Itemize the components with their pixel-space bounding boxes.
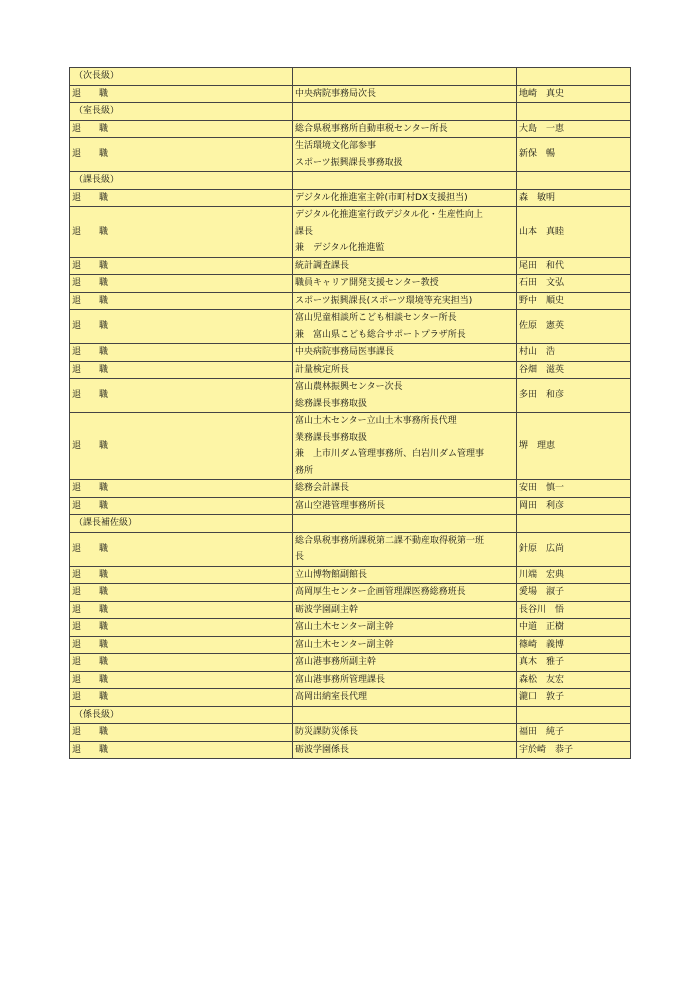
post-line: 富山農林振興センター次長 [295,382,403,392]
empty-cell [293,103,517,121]
post-cell [293,480,517,498]
empty-cell [293,68,517,86]
name-cell: 佐原 憲英 [517,310,631,344]
table-row [70,413,631,480]
table-row [70,275,631,293]
action-cell: 退 職 [70,361,293,379]
empty-cell [517,706,631,724]
post-line: デジタル化推進室主幹(市町村DX支援担当) [295,192,468,203]
action-cell: 退 職 [70,344,293,362]
post-line: 統計調査課長 [295,260,350,271]
table-row [70,584,631,602]
empty-cell [517,515,631,533]
post-cell [293,584,517,602]
action-cell: 退 職 [70,138,293,172]
post-line: 生活環境文化部参事 [295,141,377,151]
post-line: 長 [295,552,305,562]
action-cell: 退 職 [70,654,293,672]
post-line: 兼 富山県こども総合サポートプラザ所長 [295,329,466,340]
post-cell [293,741,517,759]
table-row [70,480,631,498]
action-cell: 退 職 [70,566,293,584]
section-header-row [70,172,631,190]
table-row [70,532,631,566]
empty-cell [517,103,631,121]
name-cell: 新保 暢 [517,138,631,172]
action-cell: 退 職 [70,310,293,344]
section-label: （係長級） [70,706,293,724]
post-cell [293,189,517,207]
action-cell: 退 職 [70,120,293,138]
table-row [70,189,631,207]
name-cell: 山本 真睦 [517,207,631,258]
table-row [70,344,631,362]
table-row [70,636,631,654]
table-row [70,257,631,275]
action-cell: 退 職 [70,207,293,258]
post-cell [293,292,517,310]
table-row [70,361,631,379]
empty-cell [293,706,517,724]
post-line: 兼 デジタル化推進監 [295,243,385,253]
post-line: 富山土木センター副主幹 [295,622,394,632]
name-cell: 川端 宏典 [517,566,631,584]
post-line: 中央病院事務局次長 [295,88,377,99]
post-line: 富山児童相談所こども相談センター所長 [295,313,457,323]
empty-cell [293,515,517,533]
name-cell: 野中 順史 [517,292,631,310]
name-cell: 中道 正樹 [517,619,631,637]
table-row [70,601,631,619]
section-label: （課長補佐級） [70,515,293,533]
section-label: （次長級） [70,68,293,86]
post-line: 総務課長事務取扱 [295,398,368,409]
name-cell: 長谷川 悟 [517,601,631,619]
name-cell: 真木 雅子 [517,654,631,672]
section-label: （室長級） [70,103,293,121]
post-line: 富山港事務所管理課長 [295,674,386,685]
name-cell: 岡田 利彦 [517,497,631,515]
post-line: 高岡厚生センター企画管理課医務総務班長 [295,587,466,597]
section-label: （課長級） [70,172,293,190]
post-cell [293,724,517,742]
post-line: 総務会計課長 [295,483,350,493]
table-row [70,120,631,138]
post-cell [293,689,517,707]
post-line: 業務課長事務取扱 [295,432,368,443]
post-cell [293,344,517,362]
name-cell: 安田 慎一 [517,480,631,498]
post-line: 防災課防災係長 [295,727,359,737]
name-cell: 森 敏明 [517,189,631,207]
post-cell [293,619,517,637]
post-line: 富山港事務所副主幹 [295,657,377,667]
name-cell: 谷畑 滋英 [517,361,631,379]
section-header-row [70,68,631,86]
table-row [70,724,631,742]
empty-cell [517,172,631,190]
post-line: デジタル化推進室行政デジタル化・生産性向上 [295,210,483,220]
post-cell [293,497,517,515]
post-line: 中央病院事務局医事課長 [295,347,395,357]
action-cell: 退 職 [70,497,293,515]
post-cell [293,310,517,344]
action-cell: 退 職 [70,257,293,275]
table-row [70,85,631,103]
post-cell [293,413,517,480]
post-line: 立山博物館副館長 [295,569,368,580]
post-line: 課長 [295,226,314,237]
name-cell: 瀧口 敦子 [517,689,631,707]
action-cell: 退 職 [70,85,293,103]
action-cell: 退 職 [70,724,293,742]
post-cell [293,671,517,689]
table-row [70,689,631,707]
post-cell [293,138,517,172]
action-cell: 退 職 [70,480,293,498]
post-cell [293,566,517,584]
table-row [70,566,631,584]
post-line: 総合県税事務所課税第二課不動産取得税第一班 [295,535,485,546]
post-cell [293,120,517,138]
post-line: 富山土木センター立山土木事務所長代理 [295,416,457,426]
name-cell: 堺 理恵 [517,413,631,480]
section-header-row [70,706,631,724]
post-cell [293,257,517,275]
table-row [70,138,631,172]
name-cell: 篠崎 義博 [517,636,631,654]
post-line: 兼 上市川ダム管理事務所、白岩川ダム管理事 [295,449,485,459]
action-cell: 退 職 [70,601,293,619]
post-cell [293,275,517,293]
table-row [70,207,631,258]
name-cell: 石田 文弘 [517,275,631,293]
post-line: 砺波学園副主幹 [295,604,359,615]
post-cell [293,532,517,566]
post-line: 砺波学園係長 [295,744,350,755]
personnel-table [69,67,631,759]
post-cell [293,361,517,379]
post-line: 総合県税事務所自動車税センター所長 [295,123,448,134]
post-line: 計量検定所長 [295,364,350,375]
action-cell: 退 職 [70,413,293,480]
table-row [70,671,631,689]
table-row [70,619,631,637]
name-cell: 村山 浩 [517,344,631,362]
name-cell: 大島 一恵 [517,120,631,138]
post-line: 富山土木センター副主幹 [295,639,394,650]
post-cell [293,85,517,103]
section-header-row [70,103,631,121]
table-row [70,379,631,413]
post-line: 務所 [295,465,314,476]
post-cell [293,207,517,258]
action-cell: 退 職 [70,671,293,689]
post-line: 職員キャリア開発支援センター教授 [295,278,439,288]
table-row [70,292,631,310]
empty-cell [293,172,517,190]
post-line: スポーツ振興課長事務取扱 [295,157,403,168]
name-cell: 多田 和彦 [517,379,631,413]
action-cell: 退 職 [70,275,293,293]
action-cell: 退 職 [70,379,293,413]
name-cell: 愛場 淑子 [517,584,631,602]
post-line: 高岡出納室長代理 [295,692,368,702]
action-cell: 退 職 [70,292,293,310]
post-line: スポーツ振興課長(スポーツ環境等充実担当) [295,295,473,306]
name-cell: 尾田 和代 [517,257,631,275]
name-cell: 宇於崎 恭子 [517,741,631,759]
table-row [70,310,631,344]
name-cell: 福田 純子 [517,724,631,742]
empty-cell [517,68,631,86]
action-cell: 退 職 [70,189,293,207]
post-line: 富山空港管理事務所長 [295,500,386,511]
table-row [70,497,631,515]
post-cell [293,601,517,619]
action-cell: 退 職 [70,741,293,759]
action-cell: 退 職 [70,532,293,566]
section-header-row [70,515,631,533]
name-cell: 地崎 真史 [517,85,631,103]
action-cell: 退 職 [70,636,293,654]
post-cell [293,636,517,654]
post-cell [293,654,517,672]
table-row [70,741,631,759]
action-cell: 退 職 [70,689,293,707]
name-cell: 森松 友宏 [517,671,631,689]
table-row [70,654,631,672]
personnel-table-body [70,68,631,759]
post-cell [293,379,517,413]
name-cell: 針原 広尚 [517,532,631,566]
action-cell: 退 職 [70,584,293,602]
action-cell: 退 職 [70,619,293,637]
